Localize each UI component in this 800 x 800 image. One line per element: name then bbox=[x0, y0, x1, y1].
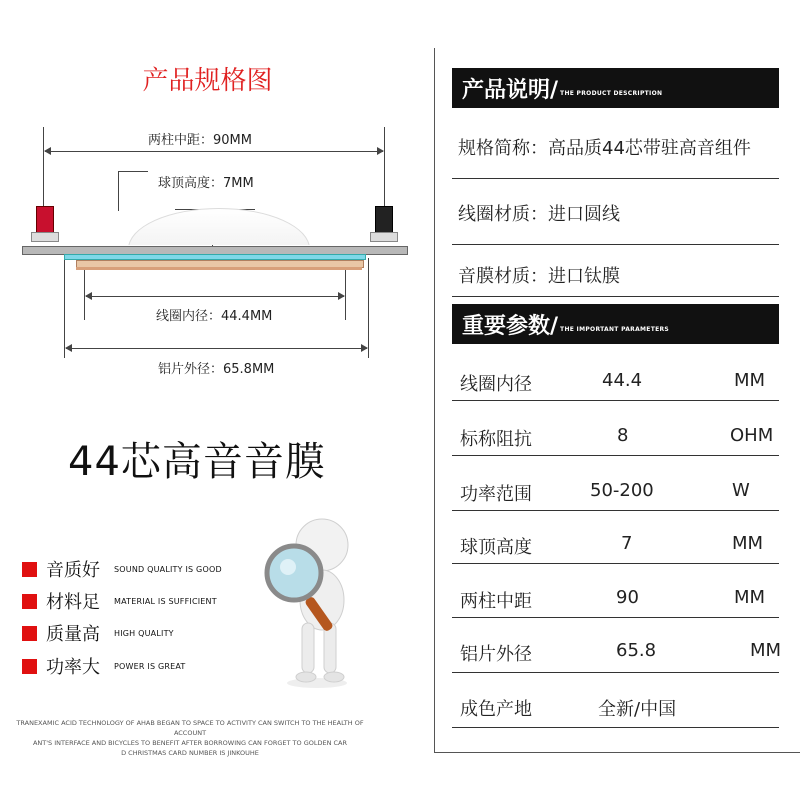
description-item: 音膜材质：进口钛膜 bbox=[452, 262, 779, 297]
red-terminal bbox=[36, 206, 54, 234]
diagram-title: 产品规格图 bbox=[142, 66, 273, 96]
feature-item: 材料足 MATERIAL IS SUFFICIENT bbox=[22, 590, 217, 612]
parameter-row: 成色产地 全新/中国 bbox=[452, 695, 779, 728]
red-square-icon bbox=[22, 562, 37, 577]
description-item: 规格简称：高品质44芯带驻高音组件 bbox=[452, 134, 779, 179]
parameter-row: 铝片外径 65.8 MM bbox=[452, 640, 779, 673]
parameters-header: 重要参数/ THE IMPORTANT PARAMETERS bbox=[452, 304, 779, 344]
dome-height-label: 球顶高度：7MM bbox=[158, 176, 254, 191]
feature-item: 音质好 SOUND QUALITY IS GOOD bbox=[22, 558, 222, 580]
feature-item: 质量高 HIGH QUALITY bbox=[22, 622, 174, 644]
tweeter-diagram bbox=[0, 0, 420, 400]
sheet-outer-label: 铝片外径：65.8MM bbox=[158, 362, 275, 377]
description-header: 产品说明/ THE PRODUCT DESCRIPTION bbox=[452, 68, 779, 108]
parameter-row: 两柱中距 90 MM bbox=[452, 587, 779, 618]
pillar-distance-label: 两柱中距：90MM bbox=[148, 133, 252, 148]
product-name: 44芯高音音膜 bbox=[68, 439, 326, 485]
parameter-row: 功率范围 50-200 W bbox=[452, 480, 779, 511]
parameter-row: 线圈内径 44.4 MM bbox=[452, 370, 779, 401]
black-terminal bbox=[375, 206, 393, 234]
parameter-row: 标称阻抗 8 OHM bbox=[452, 425, 779, 456]
red-square-icon bbox=[22, 659, 37, 674]
red-square-icon bbox=[22, 626, 37, 641]
red-square-icon bbox=[22, 594, 37, 609]
figure-magnifier-illustration bbox=[262, 515, 372, 690]
feature-item: 功率大 POWER IS GREAT bbox=[22, 655, 186, 677]
description-item: 线圈材质：进口圆线 bbox=[452, 200, 779, 245]
parameter-row: 球顶高度 7 MM bbox=[452, 533, 779, 564]
fine-print: TRANEXAMIC ACID TECHNOLOGY OF AHAB BEGAN TO SPACE TO ACTIVITY CAN SWITCH TO THE HEALTH OF ACCOUNT ANT'S INTERFACE AND BICYCLES TO BENEFIT AFTER BORROWING CAN FORGET TO GOLDEN CAR D CHRISTMAS CARD NUMBER IS JINKOUHE bbox=[16, 719, 364, 757]
coil-inner-label: 线圈内径：44.4MM bbox=[156, 309, 273, 324]
